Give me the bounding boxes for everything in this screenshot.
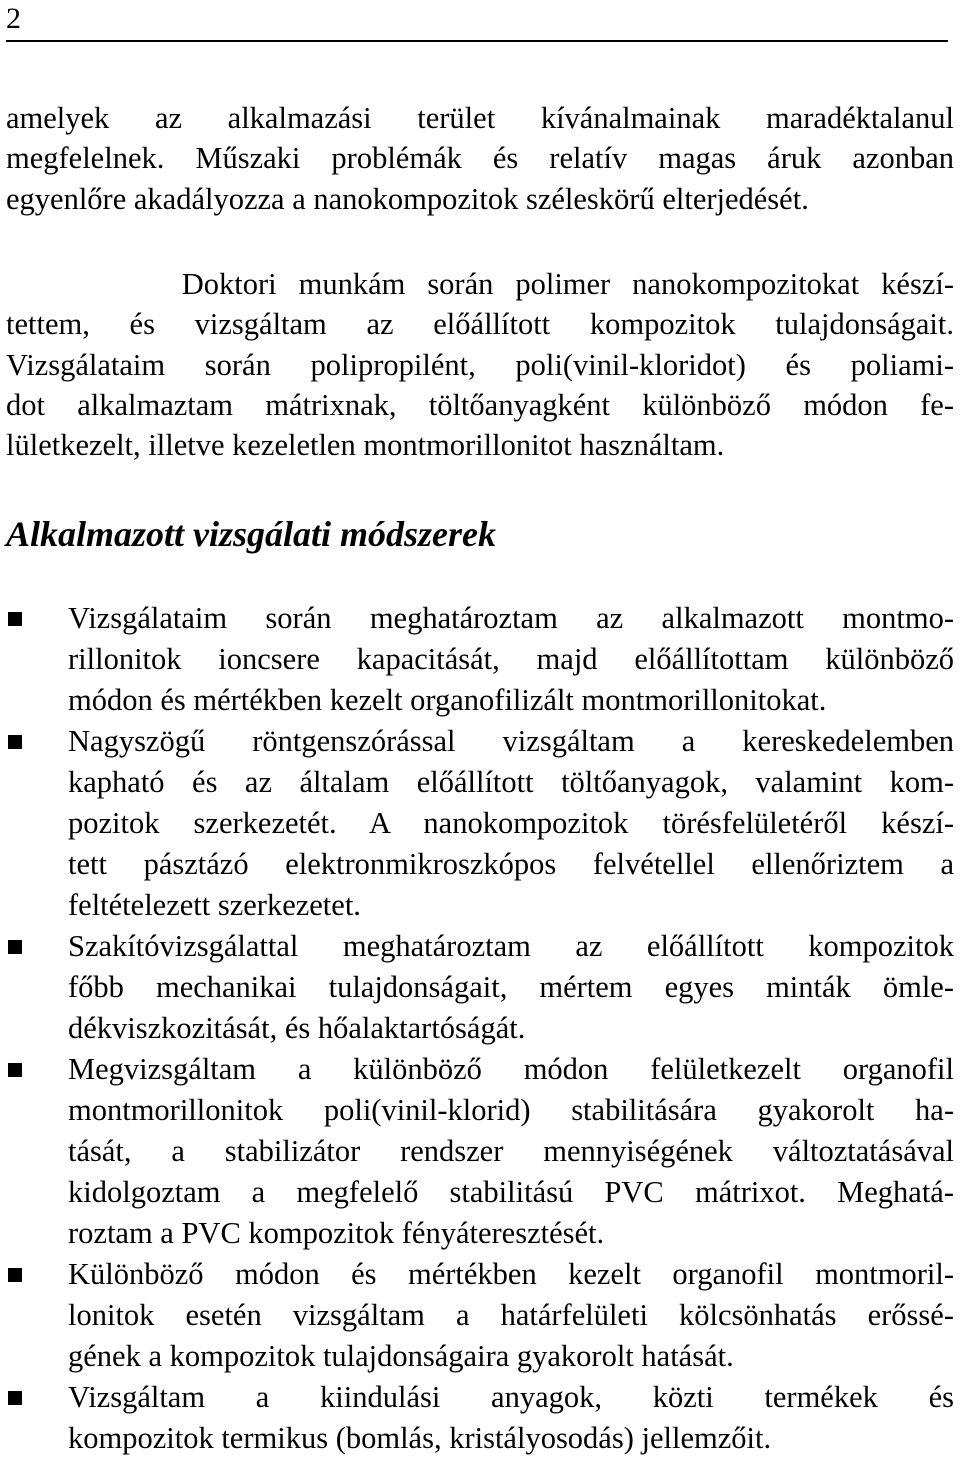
square-bullet-icon <box>8 1268 22 1282</box>
text-line: Doktori munkám során polimer nanokompozitokat készí- <box>6 267 954 301</box>
square-bullet-icon <box>8 735 22 749</box>
text-line: montmorillonitok poli(vinil-klorid) stabilitására gyakorolt ha- <box>68 1093 954 1127</box>
methods-list <box>0 598 960 1459</box>
text-line: pozitok szerkezetét. A nanokompozitok törésfelületéről készí- <box>68 806 954 840</box>
square-bullet-icon <box>8 1391 22 1405</box>
section-heading: Alkalmazott vizsgálati módszerek <box>6 514 497 554</box>
text-line: tett pásztázó elektronmikroszkópos felvétellel ellenőriztem a <box>68 847 954 881</box>
list-item <box>0 1254 960 1377</box>
list-item-text <box>68 598 954 721</box>
list-item-text <box>68 1377 954 1459</box>
text-line: dékviszkozitását, és hőalaktartóságát. <box>68 1011 526 1045</box>
text-line: tettem, és vizsgáltam az előállított kompozitok tulajdonságait. <box>6 307 954 342</box>
text-line: egyenlőre akadályozza a nanokompozitok széleskörű elterjedését. <box>6 181 809 216</box>
text-line: Szakítóvizsgálattal meghatároztam az előállított kompozitok <box>68 929 954 963</box>
list-item-text <box>68 926 954 1049</box>
text-line: amelyek az alkalmazási terület kívánalmainak maradéktalanul <box>6 101 954 135</box>
page-number: 2 <box>6 2 21 35</box>
research-paragraph <box>6 264 954 465</box>
square-bullet-icon <box>8 1063 22 1077</box>
text-line: kompozitok termikus (bomlás, kristályosodás) jellemzőit. <box>68 1421 772 1455</box>
text-line: rillonitok ioncsere kapacitását, majd előállítottam különböző <box>68 642 954 676</box>
list-item-text <box>68 1254 954 1377</box>
text-line: Nagyszögű röntgenszórással vizsgáltam a kereskedelemben <box>68 724 954 758</box>
square-bullet-icon <box>8 940 22 954</box>
text-line: tását, a stabilizátor rendszer mennyiségének változtatásával <box>68 1134 954 1168</box>
list-item <box>0 1049 960 1254</box>
text-line: gének a kompozitok tulajdonságaira gyakorolt hatását. <box>68 1339 734 1373</box>
text-line: Különböző módon és mértékben kezelt organofil montmoril- <box>68 1257 954 1291</box>
text-line: kidolgoztam a megfelelő stabilitású PVC mátrixot. Meghatá- <box>68 1175 954 1209</box>
text-line: Vizsgálataim során meghatároztam az alkalmazott montmo- <box>68 601 954 635</box>
text-line: dot alkalmaztam mátrixnak, töltőanyagként különböző módon fe- <box>6 387 954 422</box>
list-item <box>0 1377 960 1459</box>
intro-paragraph <box>6 98 954 219</box>
text-line: megfelelnek. Műszaki problémák és relatív magas áruk azonban <box>6 141 954 176</box>
text-line: kapható és az általam előállított töltőanyagok, valamint kom- <box>68 765 954 799</box>
list-item <box>0 721 960 926</box>
text-line: módon és mértékben kezelt organofilizált montmorillonitokat. <box>68 683 827 717</box>
text-line: Vizsgálataim során polipropilént, poli(vinil-kloridot) és poliami- <box>6 347 954 382</box>
text-line: Megvizsgáltam a különböző módon felületkezelt organofil <box>68 1052 954 1086</box>
list-item <box>0 598 960 721</box>
page-header <box>6 0 948 42</box>
text-line: roztam a PVC kompozitok fényáteresztését. <box>68 1216 605 1250</box>
list-item-text <box>68 1049 954 1254</box>
text-line: főbb mechanikai tulajdonságait, mértem egyes minták ömle- <box>68 970 954 1004</box>
list-item-text <box>68 721 954 926</box>
square-bullet-icon <box>8 612 22 626</box>
text-line: Vizsgáltam a kiindulási anyagok, közti termékek és <box>68 1380 954 1414</box>
list-item <box>0 926 960 1049</box>
text-line: feltételezett szerkezetet. <box>68 888 361 922</box>
text-line: lületkezelt, illetve kezeletlen montmorillonitot használtam. <box>6 428 725 463</box>
text-line: lonitok esetén vizsgáltam a határfelületi kölcsönhatás erőssé- <box>68 1298 954 1332</box>
